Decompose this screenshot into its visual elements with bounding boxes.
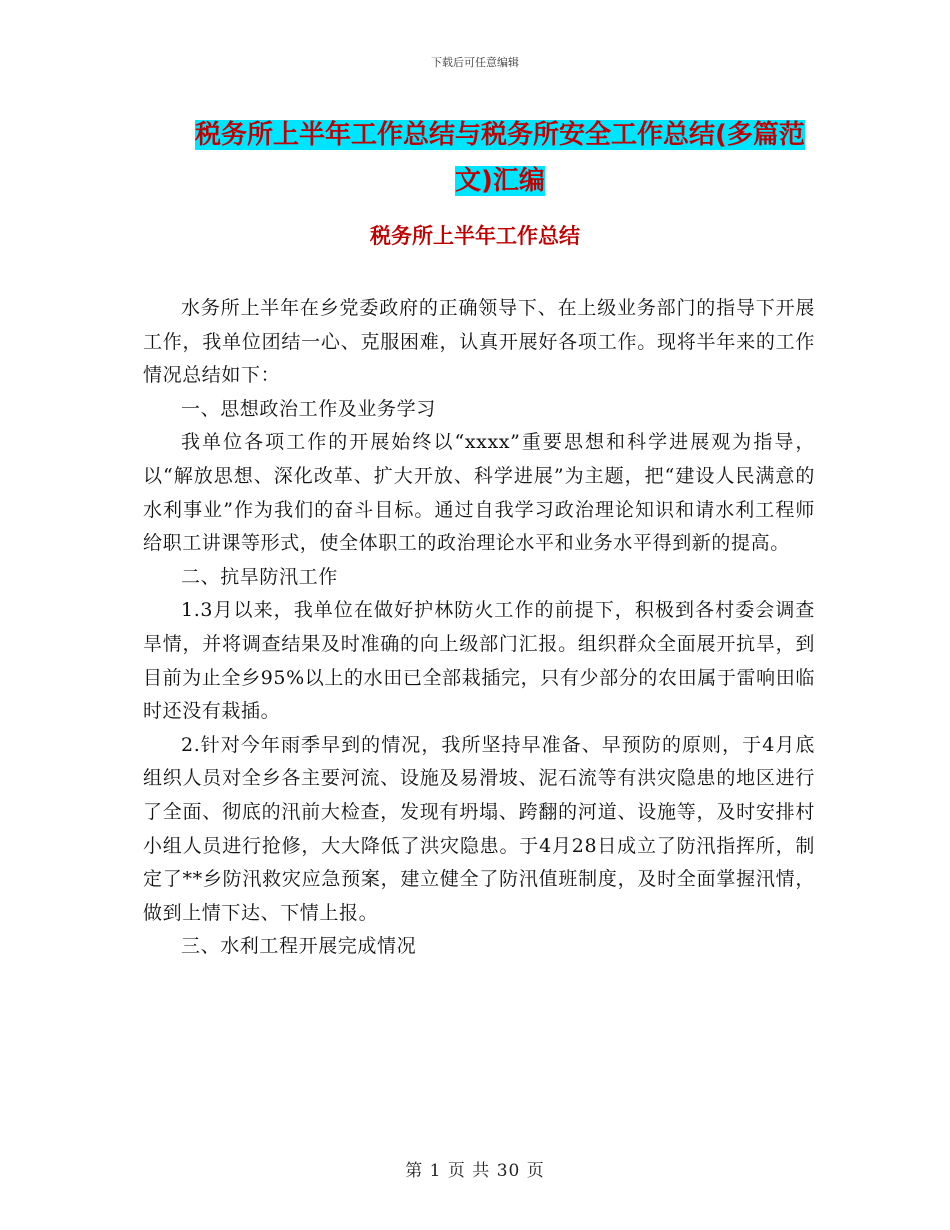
heading-water-projects: 三、水利工程开展完成情况 (181, 935, 417, 958)
document-title-text: 税务所上半年工作总结与税务所安全工作总结(多篇范文)汇编 (195, 120, 805, 196)
page-footer: 第 1 页 共 30 页 (405, 1161, 545, 1181)
document-title (180, 112, 820, 204)
header-note: 下载后可任意编辑 (431, 56, 519, 69)
document-body (143, 292, 815, 964)
heading-political-work: 一、思想政治工作及业务学习 (181, 397, 436, 420)
heading-drought-flood: 二、抗旱防汛工作 (181, 565, 338, 588)
paragraph-political-work: 我单位各项工作的开展始终以“xxxx”重要思想和科学进展观为指导，以“解放思想、深化改革、扩大开放、科学进展”为主题，把“建设人民满意的水利事业”作为我们的奋斗目标。通过自我学习政治理论知识和请水利工程师给职工讲课等形式，使全体职工的政治理论水平和业务水平得到新的提高。 (143, 431, 815, 555)
paragraph-drought: 1.3月以来，我单位在做好护林防火工作的前提下，积极到各村委会调查旱情，并将调查结果及时准确的向上级部门汇报。组织群众全面展开抗旱，到目前为止全乡95%以上的水田已全部栽插完，只有少部分的农田属于雷响田临时还没有栽插。 (143, 599, 815, 723)
paragraph-intro: 水务所上半年在乡党委政府的正确领导下、在上级业务部门的指导下开展工作，我单位团结一心、克服困难，认真开展好各项工作。现将半年来的工作情况总结如下： (143, 297, 815, 387)
paragraph-flood: 2.针对今年雨季早到的情况，我所坚持早准备、早预防的原则，于4月底组织人员对全乡各主要河流、设施及易滑坡、泥石流等有洪灾隐患的地区进行了全面、彻底的汛前大检查，发现有坍塌、跨翻的河道、设施等，及时安排村小组人员进行抢修，大大降低了洪灾隐患。于4月28日成立了防汛指挥所，制定了**乡防汛救灾应急预案，建立健全了防汛值班制度，及时全面掌握汛情，做到上情下达、下情上报。 (143, 733, 815, 924)
section-title: 税务所上半年工作总结 (370, 224, 580, 248)
